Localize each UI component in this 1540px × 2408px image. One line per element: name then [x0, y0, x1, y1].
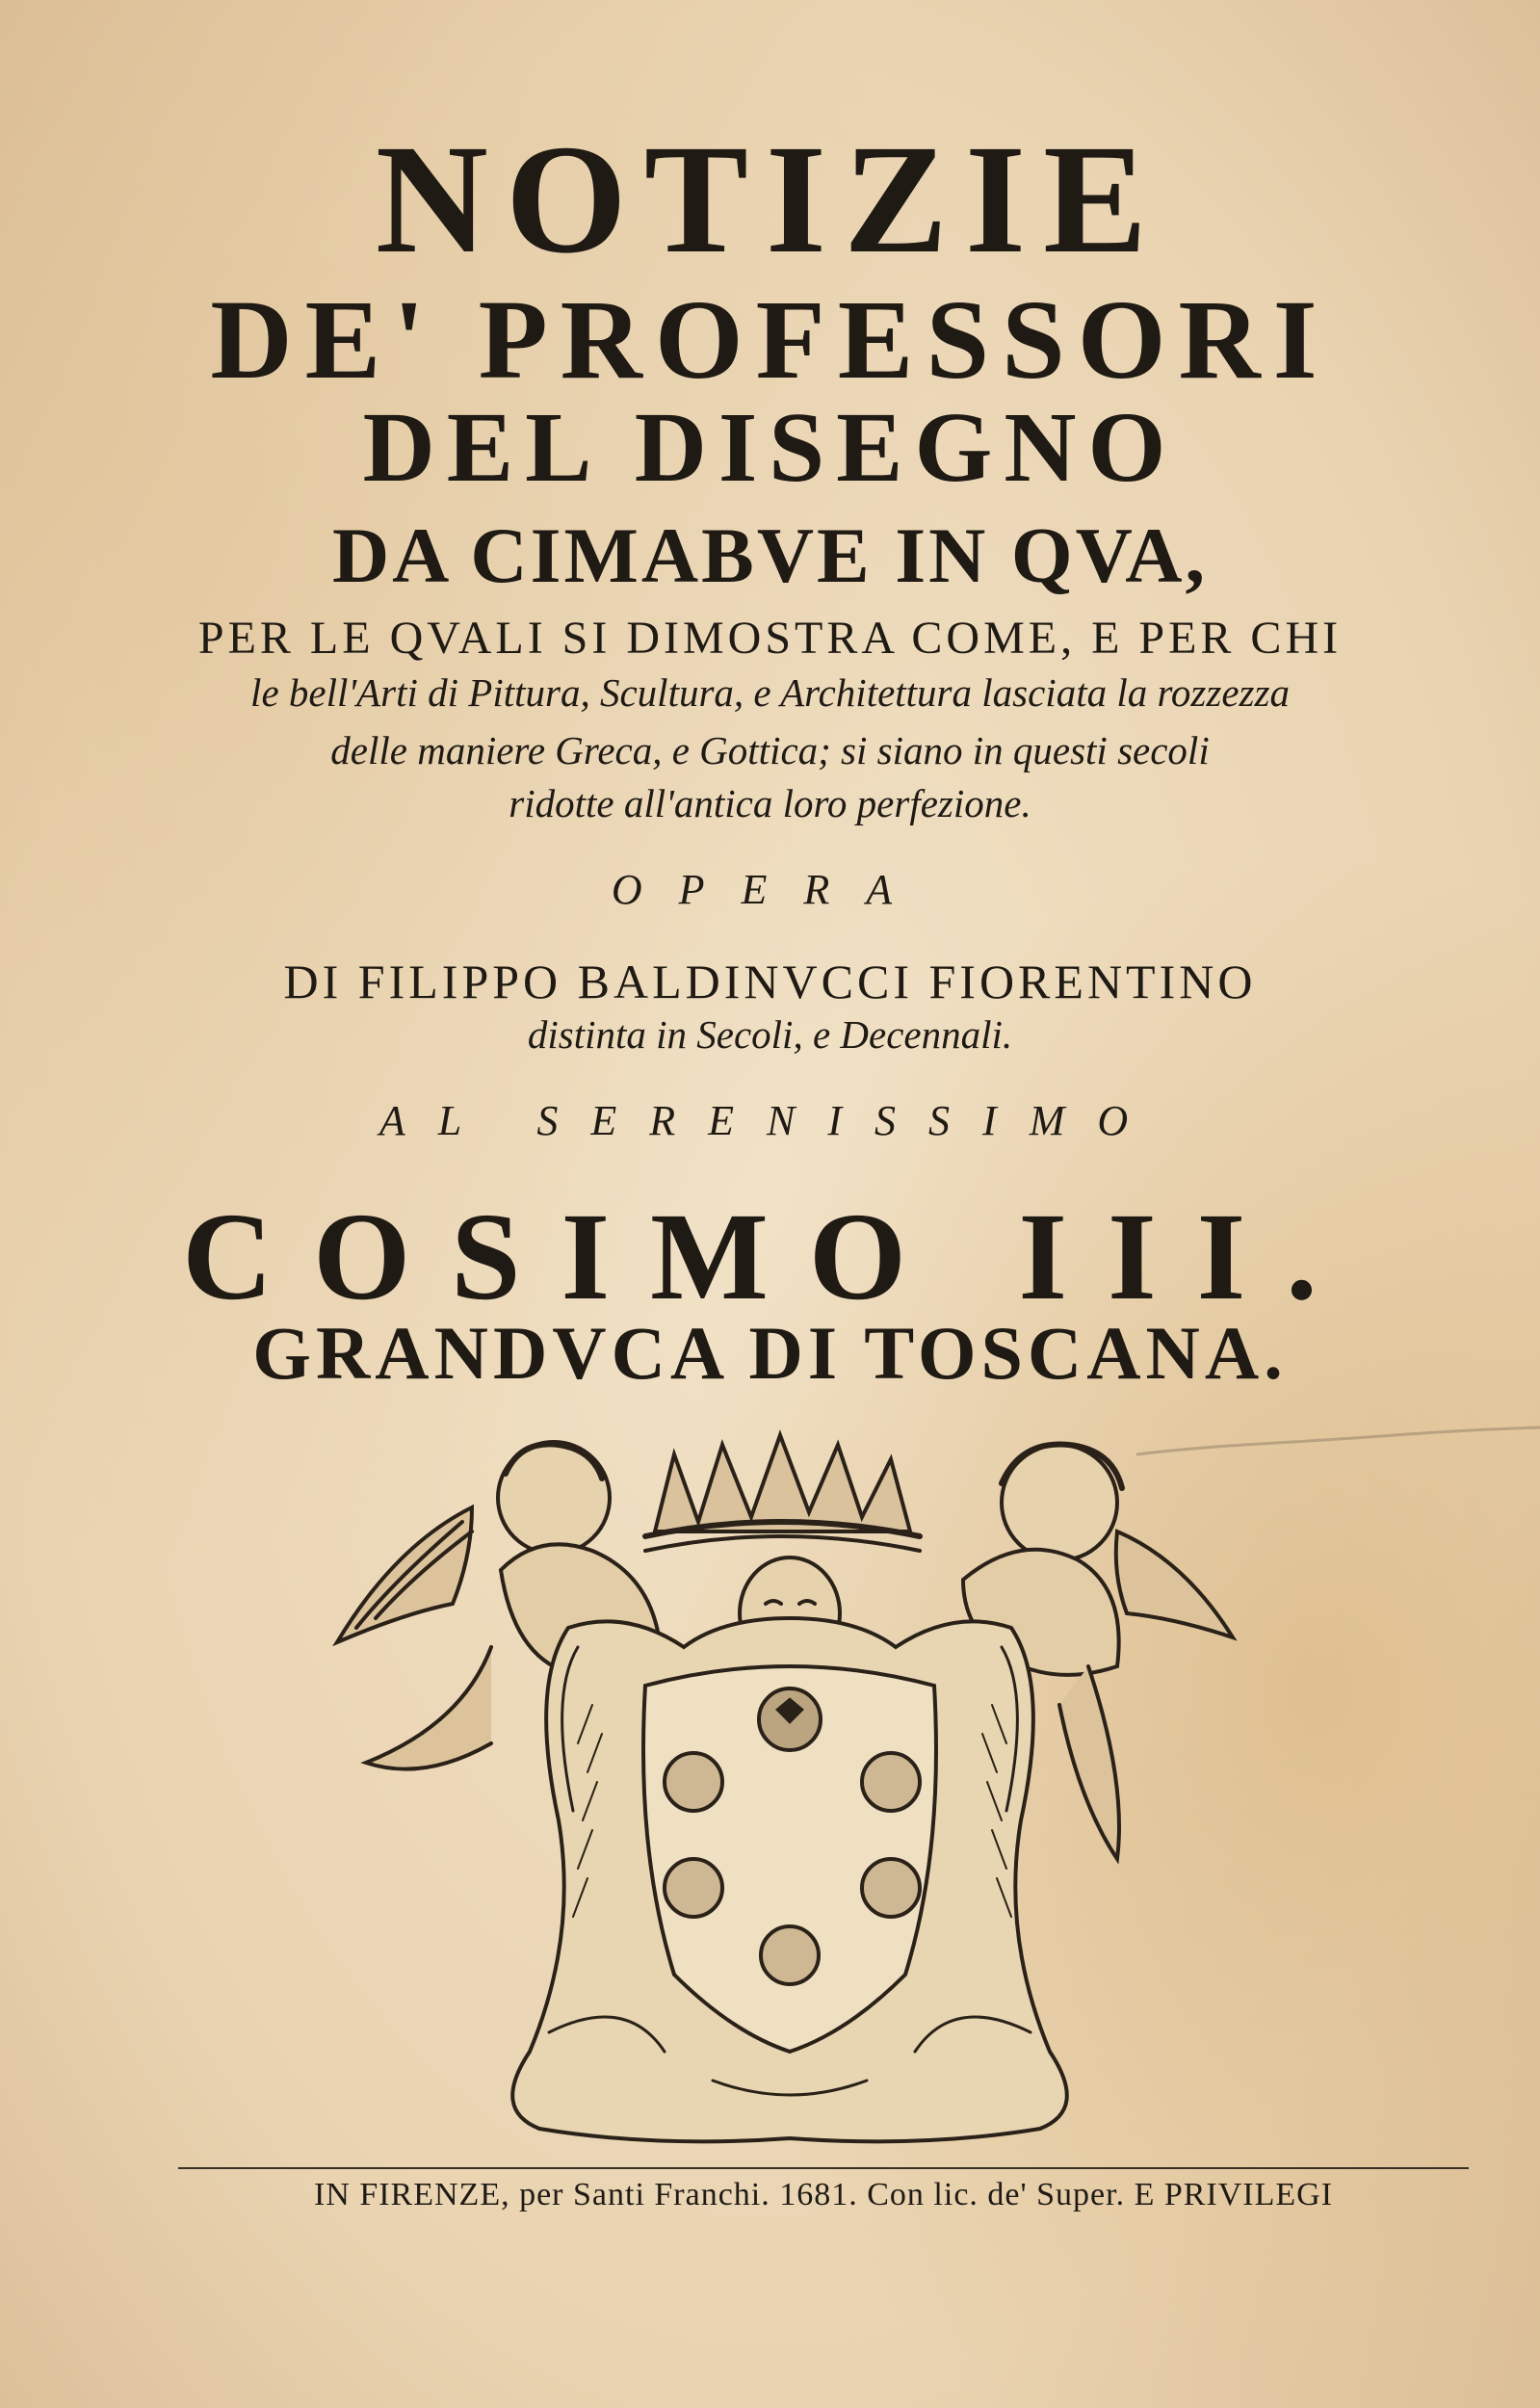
dedicatee-title: GRANDVCA DI TOSCANA. — [252, 1311, 1288, 1395]
title-line-1: NOTIZIE — [375, 114, 1165, 286]
imprint-line: IN FIRENZE, per Santi Franchi. 1681. Con lic. de' Super. E PRIVILEGI — [313, 2177, 1334, 2212]
subtitle-line-1: PER LE QVALI SI DIMOSTRA COME, E PER CHI — [197, 613, 1343, 664]
dedicatee-name: COSIMO III. — [182, 1188, 1358, 1326]
opera-label: OPERA — [611, 866, 929, 913]
dedication-label: AL SERENISSIMO — [378, 1097, 1162, 1144]
author-subline: distinta in Secoli, e Decennali. — [527, 1012, 1013, 1057]
subtitle-line-2: le bell'Arti di Pittura, Scultura, e Architettura lasciata la rozzezza — [250, 670, 1290, 715]
title-line-4: DA CIMABVE IN QVA, — [331, 511, 1209, 599]
medici-coat-of-arms-icon — [327, 1416, 1252, 2167]
author-line: DI FILIPPO BALDINVCCI FIORENTINO — [283, 955, 1257, 1008]
title-line-2: DE' PROFESSORI — [210, 276, 1330, 403]
title-line-3: DEL DISEGNO — [362, 392, 1178, 503]
subtitle-line-3: delle maniere Greca, e Gottica; si siano in questi secoli — [330, 728, 1210, 772]
imprint-rule — [178, 2167, 1469, 2217]
subtitle-line-4: ridotte all'antica loro perfezione. — [509, 781, 1031, 825]
